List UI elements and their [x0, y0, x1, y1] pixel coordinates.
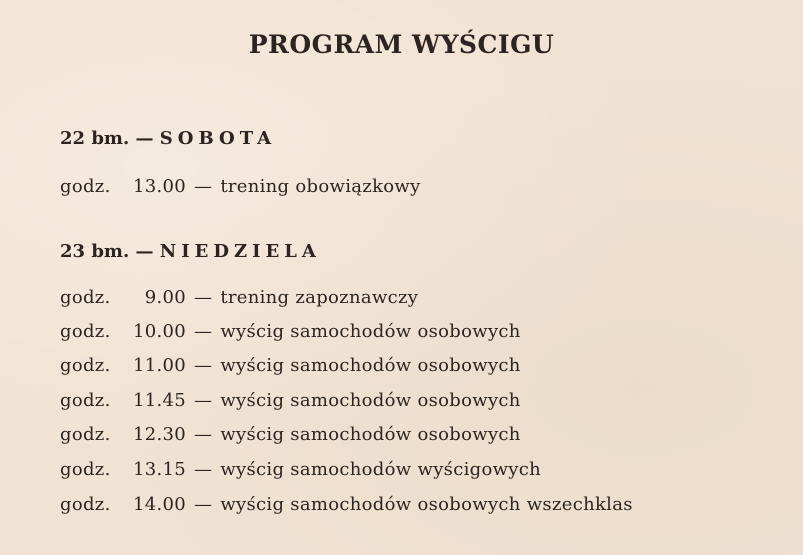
event-description: wyścig samochodów wyścigowych [220, 459, 542, 480]
schedule-row [60, 494, 633, 515]
day-date: 22 bm. [60, 128, 130, 149]
event-description: wyścig samochodów osobowych [220, 321, 521, 342]
day-dash: — [135, 128, 154, 149]
event-time: 12.30 [132, 424, 186, 445]
time-prefix: godz. [60, 321, 111, 342]
event-dash: — [194, 390, 213, 411]
schedule-row [60, 355, 521, 376]
day-date: 23 bm. [60, 241, 130, 262]
time-prefix: godz. [60, 355, 111, 376]
event-time: 9.00 [144, 287, 186, 308]
time-prefix: godz. [60, 390, 111, 411]
event-dash: — [194, 355, 213, 376]
event-time: 14.00 [132, 494, 186, 515]
time-prefix: godz. [60, 287, 111, 308]
day-name: SOBOTA [159, 128, 277, 149]
event-description: trening zapoznawczy [220, 287, 419, 308]
event-time: 10.00 [132, 321, 186, 342]
day-name: NIEDZIELA [159, 241, 321, 262]
event-time: 11.00 [132, 355, 186, 376]
schedule-row [60, 321, 521, 342]
event-dash: — [194, 176, 213, 197]
event-dash: — [194, 321, 213, 342]
day-heading-saturday [60, 128, 276, 149]
time-prefix: godz. [60, 176, 111, 197]
page-title: PROGRAM WYŚCIGU [248, 30, 555, 59]
schedule-row [60, 287, 418, 308]
event-time: 11.45 [132, 390, 186, 411]
event-time: 13.00 [132, 176, 186, 197]
event-dash: — [194, 424, 213, 445]
day-dash: — [135, 241, 154, 262]
event-description: wyścig samochodów osobowych [220, 355, 521, 376]
schedule-row [60, 176, 421, 197]
time-prefix: godz. [60, 459, 111, 480]
schedule-row [60, 390, 521, 411]
event-dash: — [194, 459, 213, 480]
schedule-row [60, 424, 521, 445]
event-description: wyścig samochodów osobowych wszechklas [220, 494, 633, 515]
event-dash: — [194, 494, 213, 515]
schedule-row [60, 459, 541, 480]
time-prefix: godz. [60, 494, 111, 515]
event-dash: — [194, 287, 213, 308]
event-description: trening obowiązkowy [220, 176, 421, 197]
event-description: wyścig samochodów osobowych [220, 424, 521, 445]
event-description: wyścig samochodów osobowych [220, 390, 521, 411]
event-time: 13.15 [132, 459, 186, 480]
time-prefix: godz. [60, 424, 111, 445]
day-heading-sunday [60, 241, 321, 262]
